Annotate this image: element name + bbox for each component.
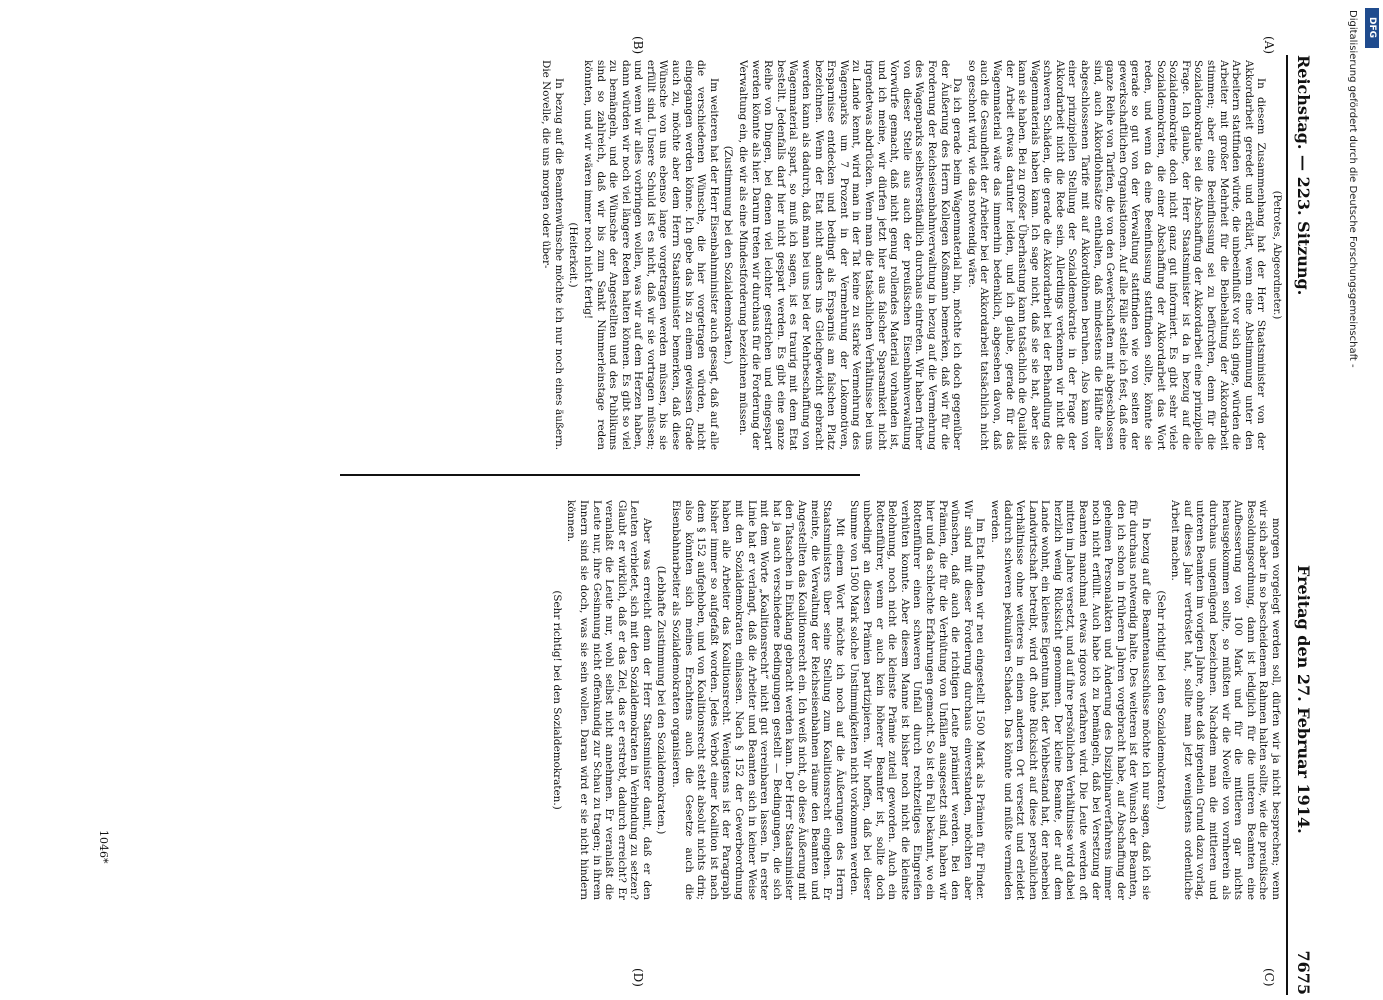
sheet-signature: 1046* <box>97 830 110 864</box>
paragraph: In diesem Zusammenhang hat der Herr Staatsminister von der Akkordarbeit geredet und erklärt, wenn eine Abstimmung unter den Arbeitern stattfinden würde, die unbeeinflußt vor sich ginge, würden die Arbeiter mit großer Mehrheit für die Beibehaltung der Akkordarbeit stimmen; aber eine Beeinflussung sei zu befürchten, denn für die Sozialdemokratie sei die Abschaffung der Akkordarbeit eine prinzipielle Frage. Ich glaube, der Herr Staatsminister ist da in bezug auf die Sozialdemokratie doch nicht ganz gut informiert. Es gibt sehr viele Sozialdemokraten, die einer Abschaffung der Akkordarbeit das Wort reden, und wenn da eine Beeinflussung stattfinden sollte, könnte sie gerade so gut von der Verwaltung stattfinden wie von seiten der gewerkschaftlichen Organisationen. Auf alle Fälle stelle ich fest, daß eine ganze Reihe von Tarifen, die von den Gewerkschaften mit abgeschlossen sind, auch Akkordlohnsätze enthalten, daß mindestens die Hälfte aller abgeschlossenen Tarife mit auf Akkordlöhnen beruhen. Also kann von einer prinzipiellen Stellung der Sozialdemokratie in der Frage der Akkordarbeit nicht die Rede sein. Allerdings verkennen wir nicht die schweren Schäden, die gerade die Akkordarbeit bei der Behandlung des Wagenmaterials haben kann. Ich sage nicht, daß sie sie hat, aber sie kann sie haben. Bei zu großer Überhastung kann tatsächlich die Qualität der Arbeit etwas darunter leiden, und ich glaube, gerade für das Wagenmaterial wäre das immerhin bedenklich, abgesehen davon, daß auch die Gesundheit der Arbeiter bei der Akkordarbeit tatsächlich nicht so geschont wird, wie das notwendig wäre. <box>965 60 1268 450</box>
column-divider <box>340 474 860 476</box>
paragraph: In bezug auf die Beamtenwünsche möchte ich nur noch eines äußern. Die Novelle, die uns morgen oder über- <box>540 60 565 450</box>
margin-mark-c: (C) <box>1262 968 1276 987</box>
dfg-logo-icon: DFG <box>1365 8 1379 48</box>
paragraph: Aber was erreicht denn der Herr Staatsminister damit, daß er den Leuten verbietet, sich mit den Sozialdemokraten in Verbindung zu setzen? Glaubt er wirklich, daß er das Ziel, das er erstrebt, dadurch erreicht? Er veranlaßt die Leute nur, wohl selbst nicht annehmen. Er veranlaßt die Leute nur, ihre Gesinnung nicht offenkundig zur Schau zu tragen; in ihrem Innern sind sie doch, was sie sein wollen. Daran wird er sie nicht hindern können. <box>565 500 653 900</box>
header-date: Freitag den 27. Februar 1914. <box>1294 565 1313 834</box>
page-number: 7675 <box>1294 950 1313 995</box>
interjection: (Lebhafte Zustimmung bei den Sozialdemokraten.) <box>655 565 668 835</box>
digitization-credit-text: Digitalisierung gefördert durch die Deutsche Forschungsgemeinschaft - <box>1347 10 1358 368</box>
paragraph: Da ich gerade beim Wagenmaterial bin, möchte ich doch gegenüber der Äußerung des Herrn Kollegen Koßmann bemerken, daß wir für die Forderung der Reichseisenbahnverwaltung in bezug auf die Vermehrung des Wagenparks selbstverständlich durchaus eintreten. Wir haben früher von dieser Stelle aus auch der preußischen Eisenbahnverwaltung Vorwürfe gemacht, daß nicht genug rollendes Material vorhanden ist, und ich meine, wir dürfen jetzt hier aus falscher Sparsamkeit nicht irgendetwas abdrücken. Wenn man die tatsächlichen Verhältnisse bei uns zu Lande kennt, wird man in der Tat keine zu starke Vermehrung des Wagenparks um 7 Prozent in der Vermehrung der Lokomotiven, Ersparnisse entdecken und bedingt als Ersparnis am falschen Platz bezeichnen. Wenn der Etat nicht anders ins Gleichgewicht gebracht werden kann als dadurch, daß man bei uns bei der Mehrbeschaffung von Wagenmaterial spart, so muß ich sagen, ist es traurig mit dem Etat bestellt. Jedenfalls darf hier nicht gespart werden. Es gibt eine ganze Reihe von Dingen, bei denen viel leichter gestrichen und eingespart werden könnte als hier. Darum treten wir durchaus für die Forderung der Verwaltung ein, die wir als eine Mindestforderung bezeichnen müssen. <box>737 60 964 450</box>
paragraph: morgen vorgelegt werden soll, dürfen wir ja nicht besprechen; wenn wir sich aber in so bescheidenem Rahmen halten sollte, wie die preußische Besoldungsordnung, dann ist lediglich für die unteren Beamten eine Aufbesserung von 100 Mark und für die mittleren gar nichts herausgekommen sollte, so müßten wir die Novelle von vornherein als durchaus ungenügend bezeichnen. Nachdem man die mittleren und unteren Beamten im vorigen Jahre, ohne daß irgendein Grund dazu vorlag, auf dieses Jahr vertröstet hat, sollte man jetzt wenigstens ordentliche Arbeit machen. <box>1169 500 1282 900</box>
running-header <box>1285 55 1315 995</box>
interjection: (Heiterkeit.) <box>567 222 580 288</box>
right-text-column <box>122 500 1282 900</box>
interjection: (Sehr richtig! bei den Sozialdemokraten.) <box>1154 590 1167 810</box>
paragraph: Im Etat finden wir neu eingestellt 1500 Mark als Prämien für Finder. Wir sind mit dieser Forderung durchaus einverstanden, möchten aber wünschen, daß auch die richtigen Leute prämiiert werden. Bei den Prämien, die für die Verhütung von Unfällen ausgesetzt sind, haben wir hier und da schlechte Erfahrungen gemacht. So ist ein Fall bekannt, wo ein Rottenführer einen schweren Unfall durch rechtzeitiges Eingreifen verhüten konnte. Aber diesem Manne ist bisher noch nicht die kleinste Belohnung, noch nicht die kleinste Prämie zuteil geworden. Auch ein Rottenführer, wenn er auch kein höherer Beamter ist, sollte doch unbedingt an diesen Prämien partizipieren. Wir hoffen, daß bei dieser Summe von 1500 Mark solche Unstimmigkeiten nicht vorkommen werden. <box>848 500 987 900</box>
header-rule <box>1286 55 1288 995</box>
paragraph: In bezug auf die Beamtenausschüsse möchte ich nur sagen, daß ich sie für durchaus notwendig halte. Des weiteren ist der Wunsch der Beamten, den ich schon in früheren Jahren vorgebracht habe, auf Abschaffung der geheimen Personalakten und Änderung des Disziplinarverfahrens immer noch nicht erfüllt. Auch habe ich zu bemängeln, daß bei Versetzung der Beamten manchmal etwas rigoros verfahren wird. Die Leute werden oft mitten im Jahre versetzt, und auf ihre persönlichen Verhältnisse wird dabei herzlich wenig Rücksicht genommen. Der kleine Beamte, der auf dem Lande wohnt, ein kleines Eigentum hat, der Viehbestand hat, der nebenbei Landwirtschaft betreibt, wird oft ohne Rücksicht auf diese persönlichen Verhältnisse ohne weiteres in einen anderen Ort versetzt und erleidet dadurch schweren pekuniären Schaden. Das könnte und müßte vermieden werden. <box>988 500 1153 900</box>
header-session: Reichstag. — 223. Sitzung. <box>1294 55 1313 296</box>
paragraph: Im weiteren hat der Herr Eisenbahnminister auch gesagt, daß auf alle die verschiedenen Wünsche, die hier vorgetragen würden, nicht eingegangen werden könne. Ich gebe das bis zu einem gewissen Grade auch zu, möchte aber dem Herrn Staatsminister bemerken, daß diese Wünsche von uns ebenso lange vorgetragen werden müssen, bis sie erfüllt sind. Unsere Schuld ist es nicht, daß wir sie vortragen müssen; und wenn wir alles vorbringen wollen, was wir auf dem Herzen haben, dann würden wir noch viel längere Reden halten können. Es gibt so viel zu bemängeln, und die Wünsche der Angestellten und des Publikums sind so zahlreich, daß wir bis zum Sankt Nimmerleinstage reden könnten, und wir wären immer noch nicht fertig! <box>581 60 720 450</box>
margin-mark-d: (D) <box>631 968 645 987</box>
interjection: (Zustimmung bei den Sozialdemokraten.) <box>722 145 735 365</box>
margin-mark-b: (B) <box>631 36 645 55</box>
speaker-label: (Petrotes, Abgeordneter.) <box>1271 190 1282 320</box>
paragraph: Mit einem Wort möchte ich noch auf die Äußerungen des Herrn Staatsministers über seine Stellung zum Koalitionsrecht eingehen. Er meinte, die Verwaltung der Reichseisenbahnen räume den Beamten und Angestellten das Koalitionsrecht ein. Ich weiß nicht, ob diese Äußerung mit den Tatsachen in Einklang gebracht werden kann. Der Herr Staatsminister hat ja auch verschiedene Bedingungen gestellt — Bedingungen, die sich mit dem Worte „Koalitionsrecht“ nicht gut vereinbaren lassen. In erster Linie hat er verlangt, daß die Arbeiter und Beamten sich in keiner Weise mit den Sozialdemokraten einlassen. Nach § 152 der Gewerbeordnung haben alle Arbeiter das Koalitionsrecht. Wenigstens ist der Paragraph bisher immer so aufgefaßt worden. Jedes Verbot einer Koalition ist nach dem § 152 aufgehoben, und von Koalitionsrecht steht absolut nichts drin; also könnten sich meines Erachtens auch die Gesetze auch die Eisenbahnarbeiter als Sozialdemokraten organisieren. <box>670 500 846 900</box>
interjection: (Sehr richtig! bei den Sozialdemokraten.) <box>550 590 563 810</box>
margin-mark-a: (A) <box>1262 36 1276 55</box>
rotated-page <box>50 0 1350 1000</box>
left-text-column <box>122 60 1282 450</box>
